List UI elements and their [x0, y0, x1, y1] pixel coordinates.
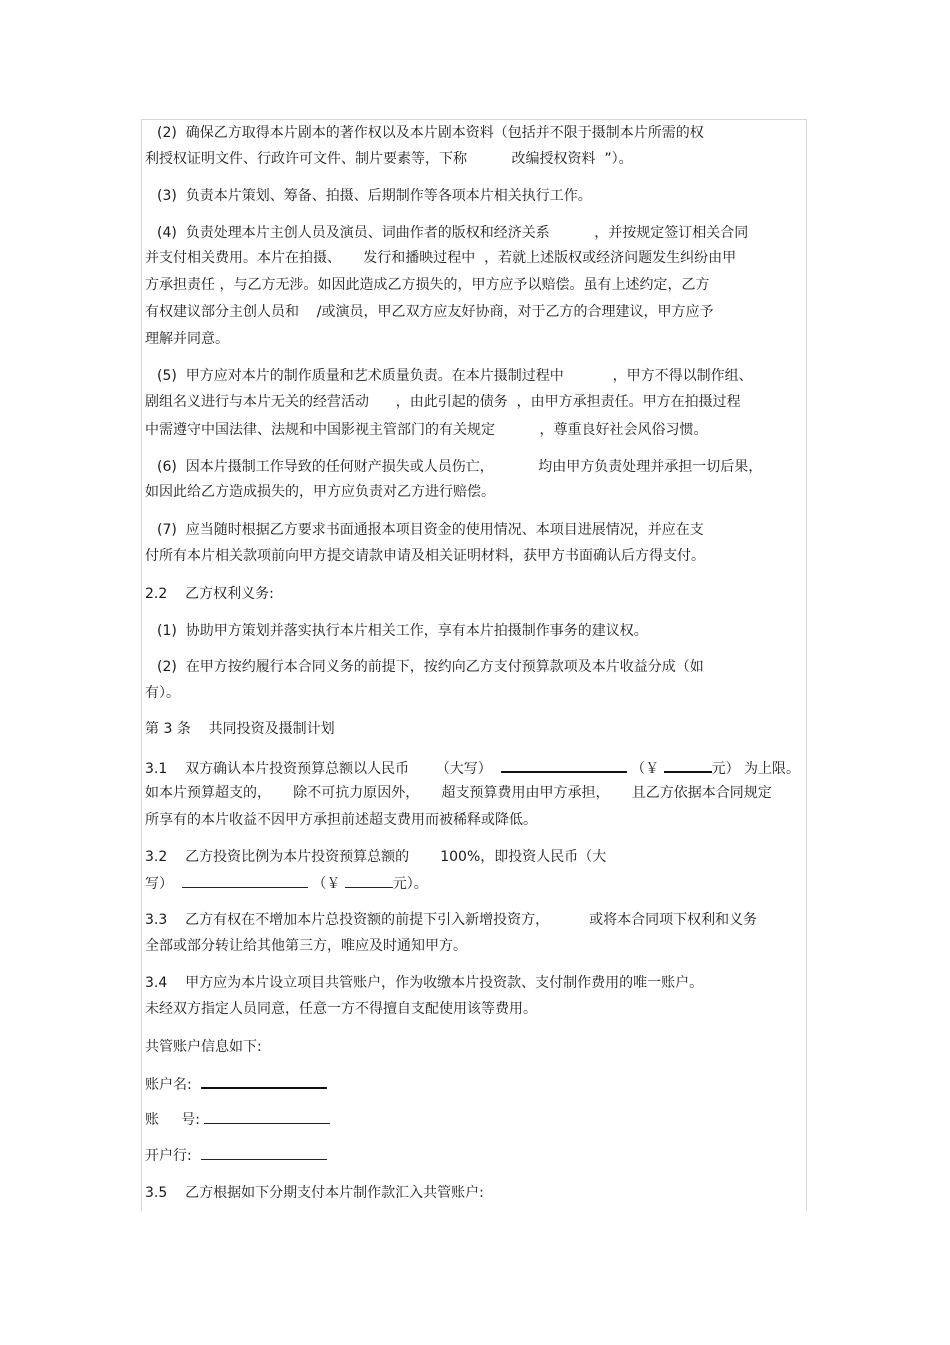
account-info-heading: 共管账户信息如下:: [145, 1039, 262, 1055]
account-name-blank[interactable]: [201, 1073, 327, 1089]
clause-3-4-line1: 3.4 甲方应为本片设立项目共管账户，作为收缴本片投资款、支付制作费用的唯一账户。: [145, 975, 704, 991]
clause-2-1-5-line2: 剧组名义进行与本片无关的经营活动 ，由此引起的债务 ，由甲方承担责任。甲方在拍摄过程: [145, 394, 741, 410]
account-number-row: [145, 1109, 330, 1130]
clause-3-1-line1: [145, 757, 800, 779]
clause-2-1-7-line1: (7) 应当随时根据乙方要求书面通报本项目资金的使用情况、本项目进展情况，并应在支: [157, 522, 704, 538]
amount-words-blank[interactable]: [501, 757, 627, 773]
yuan-symbol: （￥: [631, 761, 660, 777]
clause-3-5: 3.5 乙方根据如下分期支付本片制作款汇入共管账户:: [145, 1185, 484, 1201]
clause-2-1-6-line1: (6) 因本片摄制工作导致的任何财产损失或人员伤亡， 均由甲方负责处理并承担一切后果，: [157, 459, 763, 475]
section-2-2-heading: 2.2 乙方权利义务:: [145, 586, 274, 602]
bank-label: 开户行:: [145, 1148, 192, 1164]
clause-3-1-line2: 如本片预算超支的， 除不可抗力原因外， 超支预算费用由甲方承担， 且乙方依据本合同规定: [145, 785, 772, 801]
clause-2-1-6-line2: 如因此给乙方造成损失的，甲方应负责对乙方进行赔偿。: [145, 484, 495, 500]
amount-number-blank[interactable]: [664, 757, 712, 773]
account-name-row: [145, 1073, 327, 1095]
clause-3-1-text: 3.1 双方确认本片投资预算总额以人民币 （大写）: [145, 761, 492, 777]
investment-words-blank[interactable]: [182, 873, 308, 888]
investment-number-blank[interactable]: [345, 873, 393, 888]
clause-2-1-4-line4: 有权建议部分主创人员和 /或演员，甲乙双方应友好协商，对于乙方的合理建议，甲方应予: [145, 304, 714, 320]
clause-2-2-2-line1: (2) 在甲方按约履行本合同义务的前提下，按约向乙方支付预算款项及本片收益分成（如: [157, 659, 704, 675]
clause-2-1-2-line2: 利授权证明文件、行政许可文件、制片要素等，下称 改编授权资料 ”）。: [145, 151, 633, 167]
clause-3-2-tail: 元）。: [392, 876, 428, 892]
clause-2-1-4-line3: 方承担责任 ，与乙方无涉。如因此造成乙方损失的，甲方应予以赔偿。虽有上述约定，乙方: [145, 277, 710, 293]
clause-3-4-line2: 未经双方指定人员同意，任意一方不得擅自支配使用该等费用。: [145, 1001, 537, 1017]
yuan-symbol-2: （￥: [312, 876, 341, 892]
bank-row: [145, 1145, 327, 1166]
article-3-heading: 第 3 条 共同投资及摄制计划: [145, 721, 335, 737]
clause-2-1-5-line1: (5) 甲方应对本片的制作质量和艺术质量负责。在本片摄制过程中 ，甲方不得以制作组、: [157, 368, 753, 384]
clause-3-2-text: 写）: [145, 876, 173, 892]
clause-2-1-2-line1: (2) 确保乙方取得本片剧本的著作权以及本片剧本资料（包括并不限于摄制本片所需的权: [157, 125, 704, 141]
account-name-label: 账户名:: [145, 1077, 192, 1093]
clause-2-1-4-line2: 并支付相关费用。本片在拍摄、 发行和播映过程中 ，若就上述版权或经济问题发生纠纷由甲: [145, 250, 737, 266]
clause-2-1-7-line2: 付所有本片相关款项前向甲方提交请款申请及相关证明材料，获甲方书面确认后方得支付。: [145, 548, 705, 564]
clause-2-2-1: (1) 协助甲方策划并落实执行本片相关工作，享有本片拍摄制作事务的建议权。: [157, 623, 648, 639]
clause-3-2-line2: [145, 873, 428, 894]
clause-3-1-tail: 元） 为上限。: [711, 761, 801, 777]
clause-3-3-line2: 全部或部分转让给其他第三方，唯应及时通知甲方。: [145, 938, 467, 954]
account-number-blank[interactable]: [204, 1109, 330, 1124]
clause-2-1-4-line1: (4) 负责处理本片主创人员及演员、词曲作者的版权和经济关系 ，并按规定签订相关合同: [157, 225, 749, 241]
bank-blank[interactable]: [201, 1145, 327, 1160]
clause-2-1-3: (3) 负责本片策划、筹备、拍摄、后期制作等各项本片相关执行工作。: [157, 188, 592, 204]
account-number-label: 账 号:: [145, 1112, 200, 1128]
clause-2-2-2-line2: 有）。: [145, 685, 180, 701]
clause-3-3-line1: 3.3 乙方有权在不增加本片总投资额的前提下引入新增投资方， 或将本合同项下权利和义务: [145, 912, 758, 928]
clause-2-1-4-line5: 理解并同意。: [145, 331, 229, 347]
clause-2-1-5-line3: 中需遵守中国法律、法规和中国影视主管部门的有关规定 ，尊重良好社会风俗习惯。: [145, 422, 708, 438]
clause-3-1-line3: 所享有的本片收益不因甲方承担前述超支费用而被稀释或降低。: [145, 812, 537, 828]
clause-3-2-line1: 3.2 乙方投资比例为本片投资预算总额的 100%，即投资人民币（大: [145, 849, 607, 865]
